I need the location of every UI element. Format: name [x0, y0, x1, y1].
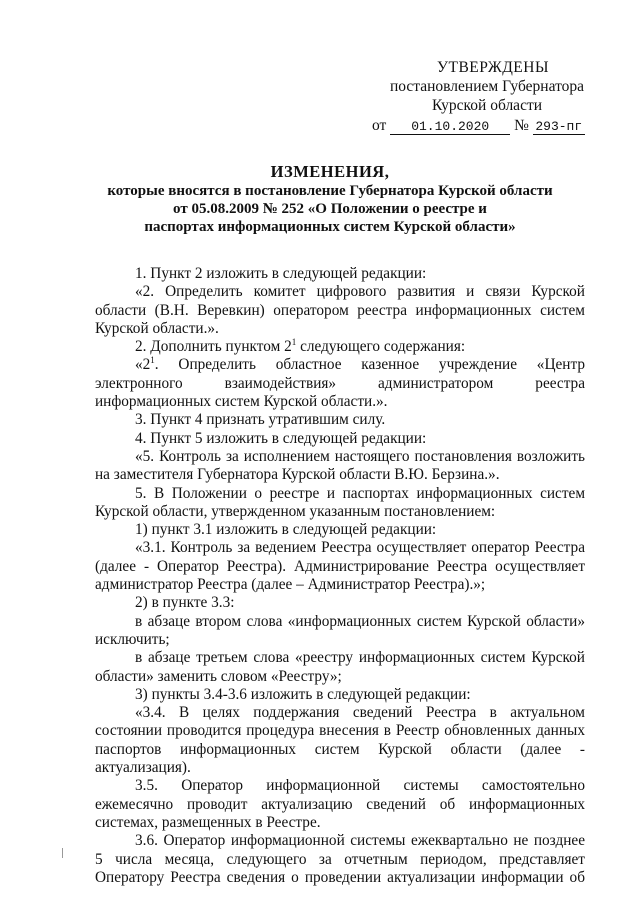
- approval-stamp: [372, 58, 602, 135]
- paragraph-14: 3) пункты 3.4-3.6 изложить в следующей редакции:: [135, 685, 471, 703]
- paragraph-8: 5. В Положении о реестре и паспортах информационных систем Курской области, утвержденном указанным постановлением:: [95, 484, 585, 520]
- paragraph-3: 2. Дополнить пунктом $2^1$ следующего содержания:: [135, 337, 466, 356]
- from-label: от: [372, 117, 387, 134]
- paragraph-16: 3.5. Оператор информационной системы самостоятельно ежемесячно проводит актуализацию сведений об информационных системах, размещенных в Реестре.: [95, 777, 585, 831]
- approval-number: 293-пг: [533, 120, 585, 135]
- paragraph-2: «2. Определить комитет цифрового развития и связи Курской области (В.Н. Веревкин) оператором реестра информационных систем Курской области.».: [95, 283, 585, 337]
- paragraph-9: 1) пункт 3.1 изложить в следующей редакции:: [135, 521, 437, 539]
- paragraph-15: «3.4. В целях поддержания сведений Реестра в актуальном состоянии проводится процедура внесения в Реестр обновленных данных паспортов информационных систем Курской области (далее - актуализация).: [95, 704, 585, 777]
- paragraph-6: 4. Пункт 5 изложить в следующей редакции:: [135, 429, 427, 447]
- heading-line-2: от 05.08.2009 № 252 «О Положении о реестре и: [173, 201, 487, 217]
- approval-line-region: Курской области: [431, 97, 543, 114]
- number-label: №: [514, 117, 529, 134]
- paragraph-11: 2) в пункте 3.3:: [135, 594, 235, 612]
- approval-title: УТВЕРЖДЕНЫ: [437, 59, 549, 76]
- scan-mark: [62, 848, 63, 858]
- paragraph-17: 3.6. Оператор информационной системы ежеквартально не позднее 5 числа месяца, следующего за отчетным периодом, представляет Оператору Реестра сведения о проведении актуализации информации об: [95, 832, 585, 886]
- heading-title: ИЗМЕНЕНИЯ,: [270, 162, 390, 181]
- paragraph-12: в абзаце втором слова «информационных систем Курской области» исключить;: [95, 612, 585, 648]
- document-body: [95, 265, 585, 887]
- paragraph-7: «5. Контроль за исполнением настоящего постановления возложить на заместителя Губернатора Курской области В.Ю. Берзина.».: [95, 447, 585, 484]
- heading-line-1: которые вносятся в постановление Губернатора Курской области: [107, 183, 553, 199]
- document-heading: [80, 162, 580, 236]
- approval-line-decree: постановлением Губернатора: [389, 78, 585, 95]
- paragraph-10: «3.1. Контроль за ведением Реестра осуществляет оператор Реестра (далее - Оператор Реестра). Администрирование Реестра осуществляет администратор Реестра (далее – Администратор Реестра).»;: [95, 539, 585, 594]
- heading-line-3: паспортах информационных систем Курской области»: [144, 219, 516, 235]
- paragraph-5: 3. Пункт 4 признать утратившим силу.: [135, 411, 386, 429]
- paragraph-1: 1. Пункт 2 изложить в следующей редакции:: [135, 265, 427, 282]
- paragraph-4: «$2^1$. Определить областное казенное учреждение «Центр электронного взаимодействия» администратором реестра информационных систем Курской области.».: [95, 355, 585, 411]
- paragraph-13: в абзаце третьем слова «реестру информационных систем Курской области» заменить словом «Реестру»;: [95, 649, 585, 685]
- approval-date: 01.10.2020: [390, 120, 510, 135]
- approval-date-line: [372, 116, 602, 135]
